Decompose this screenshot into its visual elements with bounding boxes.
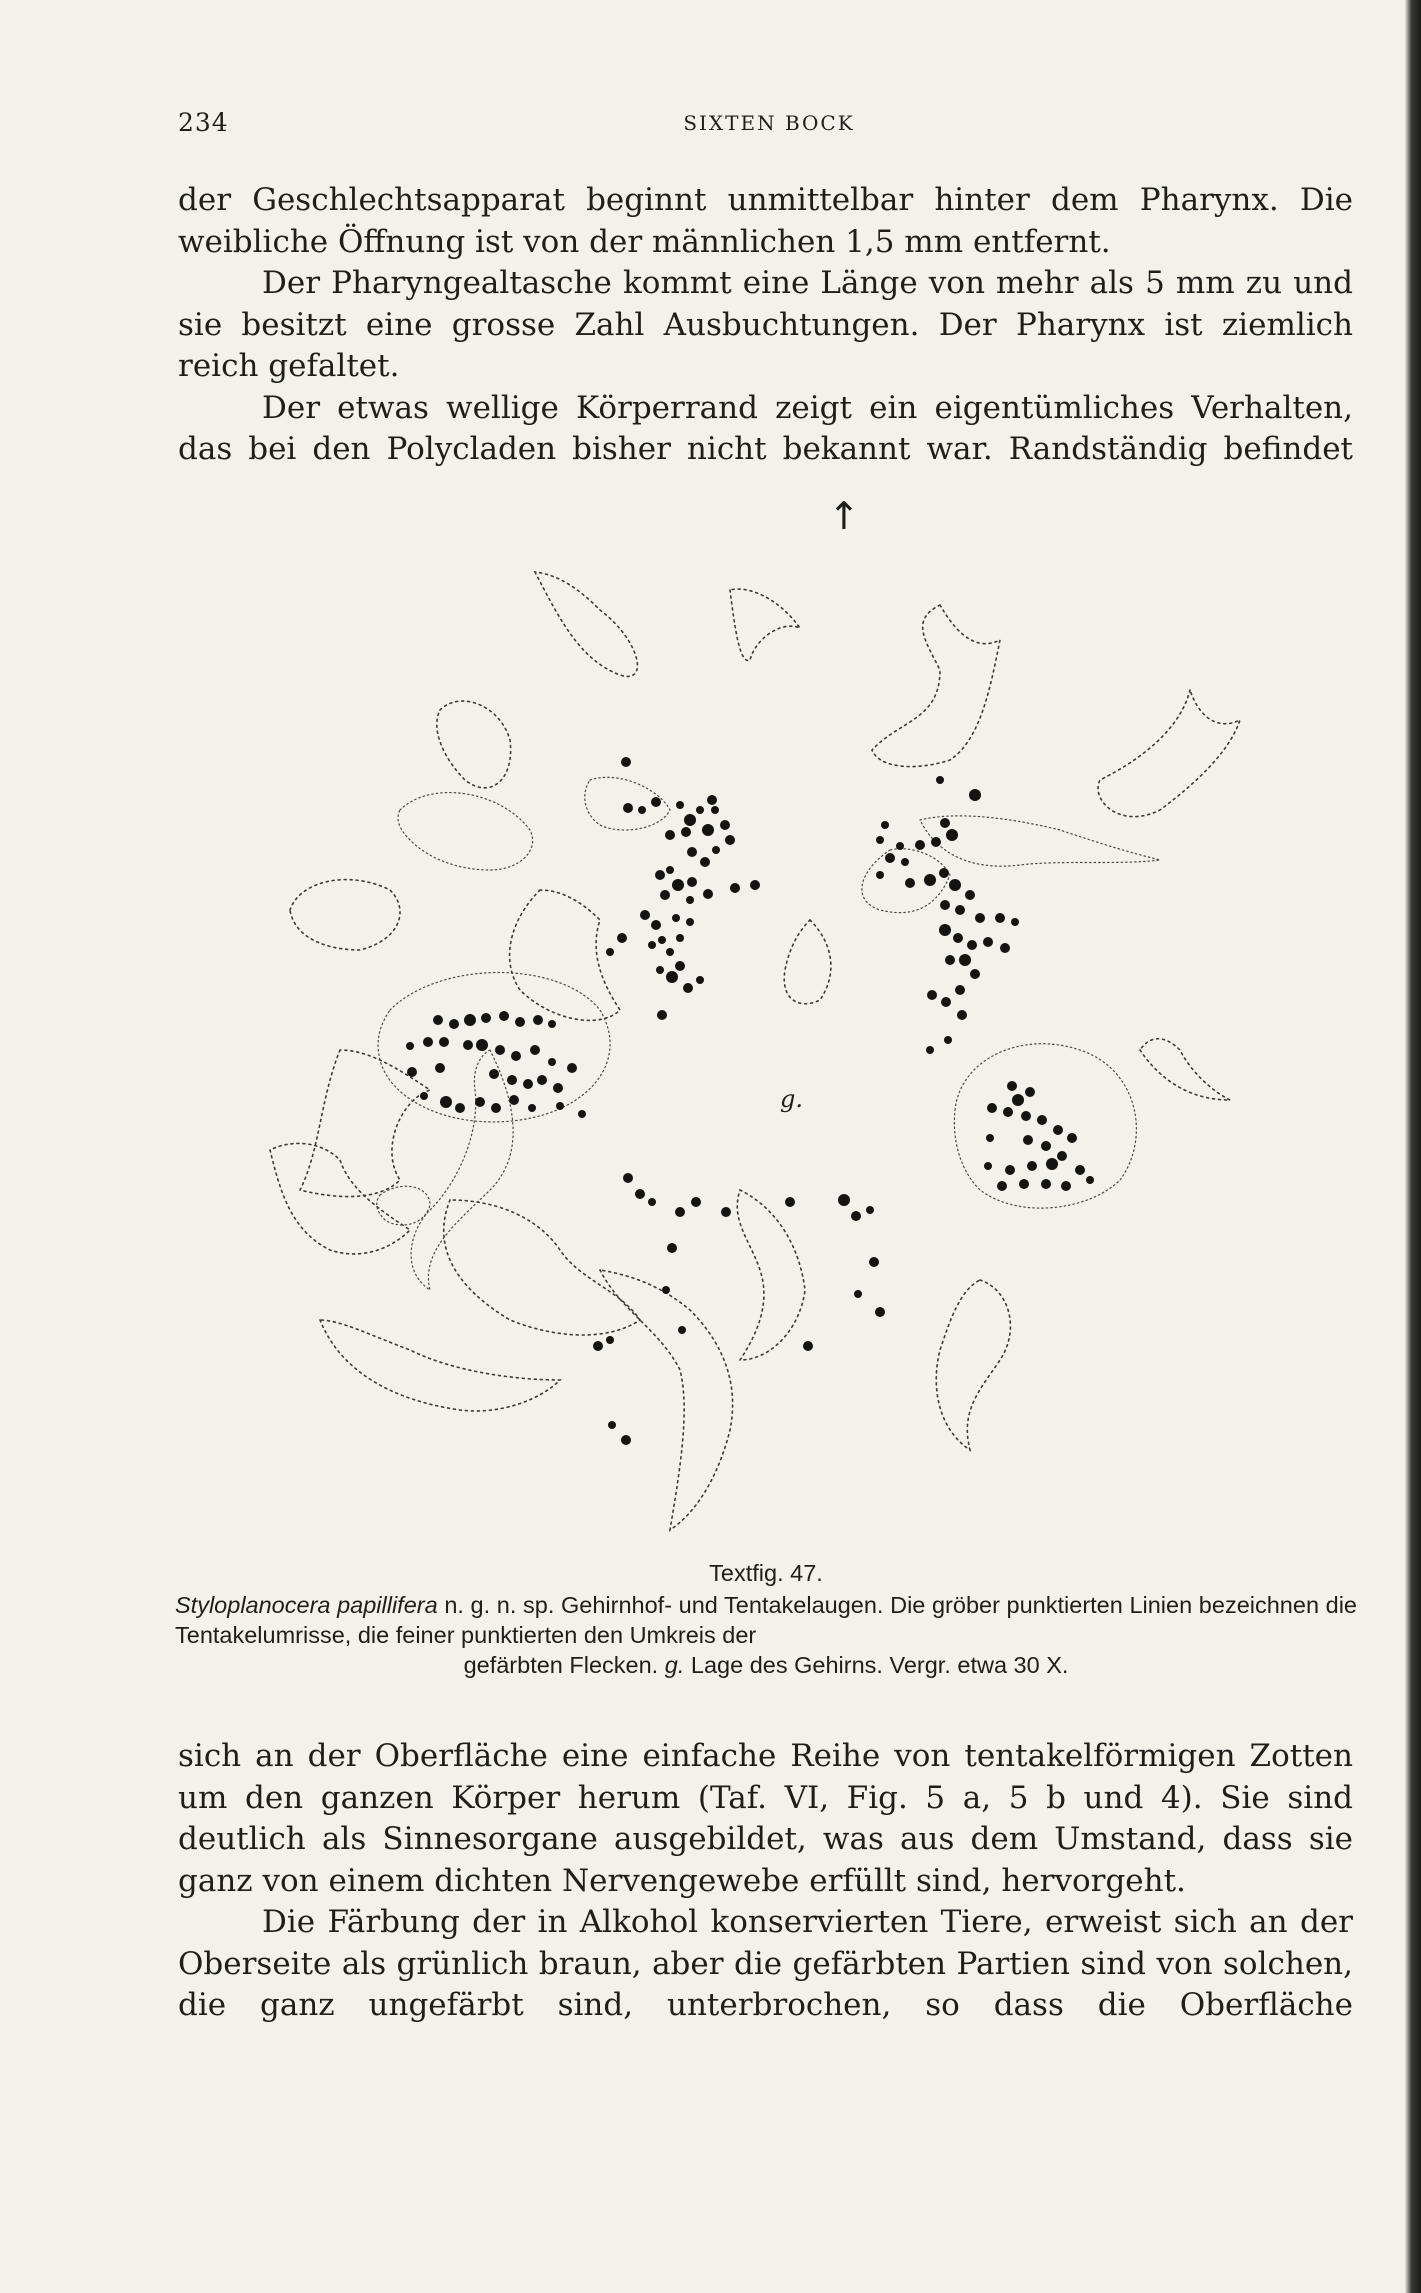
page-number: 234 — [178, 108, 229, 137]
tentacle-outline — [600, 1270, 733, 1530]
pigment-spot-outline — [411, 1050, 513, 1290]
tentacle-outline — [784, 920, 831, 1004]
figure-eye-diagram — [260, 490, 1260, 1550]
tentacle-outline — [535, 572, 637, 676]
body-text-top — [178, 180, 1353, 471]
pigment-spot-outline — [920, 816, 1160, 866]
orientation-arrow-icon: ↑ — [828, 494, 860, 538]
figure-caption — [175, 1590, 1357, 1680]
tentacle-outline — [1098, 690, 1240, 817]
paragraph: sich an der Oberfläche eine einfache Reihe von tentakelförmigen Zotten um den ganzen Körper herum (Taf. VI, Fig. 5 a, 5 b und 4). Sie sind deutlich als Sinnesorgane ausgebildet, was aus dem Umstand, dass sie ganz von einem dichten Nervengewebe erfüllt sind, hervorgeht. — [178, 1738, 1353, 1899]
tentacle-outline — [510, 890, 620, 1020]
figure-label: Textfig. 47. — [709, 1560, 823, 1586]
pigment-spot-outline — [398, 793, 533, 870]
tentacle-outline — [320, 1320, 560, 1411]
caption-line-last: gefärbten Flecken. g. Lage des Gehirns. Vergr. etwa 30 X. — [463, 1652, 1069, 1678]
tentacle-outline — [1140, 1039, 1230, 1100]
tentacle-outline — [936, 1280, 1010, 1450]
body-text-bottom — [178, 1736, 1353, 2027]
tentacle-outline — [730, 589, 800, 660]
caption-text-main: n. g. n. sp. Gehirnhof- und Tentakelaugen. Die gröber punktierten Linien bezeichnen die Tentakelumrisse, die feiner punktierten den Umkreis der — [175, 1592, 1357, 1648]
tentacle-outline — [290, 880, 400, 950]
brain-label: g. — [780, 1085, 803, 1113]
tentacle-outline — [437, 701, 511, 788]
tentacle-eyes — [406, 757, 1094, 1445]
species-name: Styloplanocera papillifera — [175, 1592, 438, 1618]
tentacle-outline — [444, 1200, 640, 1335]
paragraph: Der Pharyngealtasche kommt eine Länge von mehr als 5 mm zu und sie besitzt eine grosse Zahl Ausbuchtungen. Der Pharynx ist ziemlich reich gefaltet. — [178, 265, 1353, 384]
paragraph: der Geschlechtsapparat beginnt unmittelbar hinter dem Pharynx. Die weibliche Öffnung ist von der männlichen 1,5 mm entfernt. — [178, 182, 1353, 260]
page-edge — [1405, 0, 1421, 2293]
tentacle-outline — [737, 1190, 805, 1360]
paragraph: Der etwas wellige Körperrand zeigt ein eigentümliches Verhalten, das bei den Polycladen bisher nicht bekannt war. Randständig befindet — [178, 389, 1353, 467]
paragraph: Die Färbung der in Alkohol konservierten Tiere, erweist sich an der Oberseite als grünlich braun, aber die gefärbten Partien sind von solchen, die ganz ungefärbt sind, unterbrochen, so dass die Oberfläche — [178, 1904, 1353, 2023]
tentacle-outline — [270, 1143, 410, 1253]
tentacle-outline — [872, 605, 1000, 767]
running-title: SIXTEN BOCK — [683, 111, 855, 135]
